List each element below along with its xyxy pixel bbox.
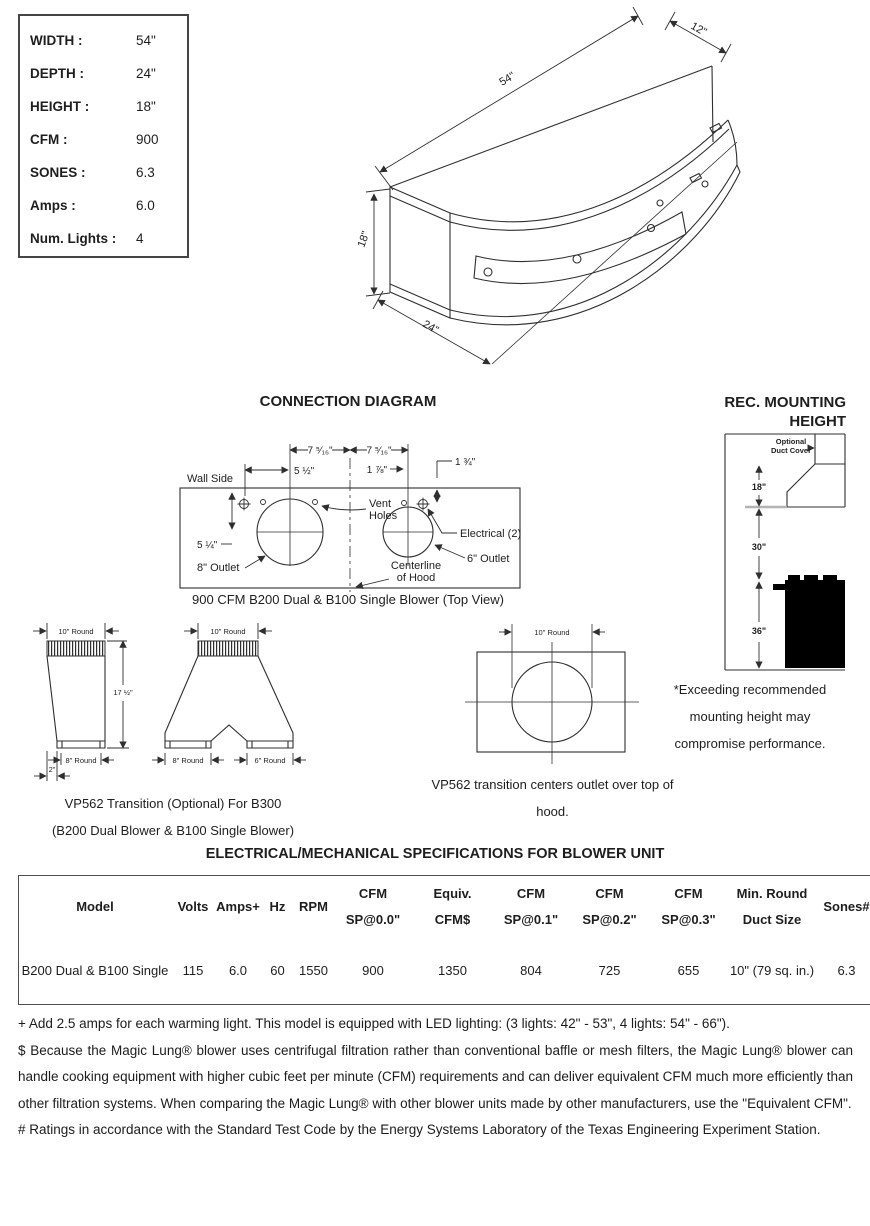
cell-rpm: 1550 [299,963,328,978]
cell-model: B200 Dual & B100 Single [21,963,169,978]
dual-dim-6-round: 6" Round [254,756,286,765]
col-cfm-sp00: CFM SP@0.0" [345,886,401,927]
spec-label: HEIGHT : [30,99,90,114]
range-silhouette [773,575,845,668]
cell-hz: 60 [270,963,285,978]
spec-value: 18" [136,99,156,114]
vp562-topview-drawing [455,618,695,768]
blower-spec-table [18,875,870,1005]
spec-value: 6.3 [136,165,155,180]
mounting-height-title [650,393,846,431]
outlet-8-label: 8" Outlet [197,562,240,574]
cell-sones: 6.3 [837,963,856,978]
single-dim-10-round: 10" Round [58,627,94,636]
spec-row-sones [30,156,187,189]
dual-dim-8-round: 8" Round [172,756,204,765]
vp562-caption-line1: VP562 Transition (Optional) For B300 [64,796,282,811]
mounting-height-title-line1: REC. MOUNTING [724,394,846,411]
cell-amps: 6.0 [228,963,248,978]
mounting-note-line1: *Exceeding recommended [673,682,827,697]
spec-label: SONES : [30,165,86,180]
outlet-6-label: 6" Outlet [467,553,510,565]
spec-label: CFM : [30,132,68,147]
iso-dimension-lines [366,7,731,364]
connection-diagram-title: CONNECTION DIAGRAM [259,393,437,410]
single-dim-height: 17 ½" [113,688,133,697]
duct-cover-label-2: Duct Cover [770,446,812,455]
topview-dim-10-round: 10" Round [534,628,570,637]
connection-diagram [175,418,535,596]
spec-label: Num. Lights : [30,231,117,246]
col-cfm-sp01: CFM SP@0.1" [503,886,559,927]
connection-dimension-lines [221,450,452,544]
dim-7-5-16-left: 7 ⁵⁄₁₆" [307,445,333,457]
mounting-note-line2: mounting height may [689,709,811,724]
topview-caption-line2: hood. [536,804,569,819]
vent-holes-label-2: Holes [369,510,398,522]
col-duct-size: Min. Round Duct Size [736,886,808,927]
single-transition-body [47,656,105,748]
cell-cfm-sp03: 655 [677,963,700,978]
iso-dim-depth-label: 24" [420,318,441,337]
single-dim-2in: 2" [48,765,56,774]
table-title: ELECTRICAL/MECHANICAL SPECIFICATIONS FOR BLOWER UNIT [205,846,665,862]
col-volts: Volts [177,899,209,914]
centerline-label-1: Centerline [390,560,442,572]
mounting-height-title-line2: HEIGHT [789,413,846,430]
dim-7-5-16-right: 7 ⁵⁄₁₆" [366,445,392,457]
connection-diagram-caption: 900 CFM B200 Dual & B100 Single Blower (Top View) [192,592,504,607]
cell-duct-size: 10" (79 sq. in.) [729,963,815,978]
cell-cfm-sp00: 900 [362,963,384,978]
col-model: Model [76,899,114,914]
cell-equiv-cfm: 1350 [438,963,467,978]
spec-value: 24" [136,66,156,81]
spec-value: 900 [136,132,159,147]
dual-collar-hatch [198,641,258,656]
vent-holes-label-1: Vent [369,498,392,510]
electrical-label: Electrical (2) [460,528,522,540]
wall-side-label: Wall Side [187,473,234,485]
spec-row-height [30,90,187,123]
cell-cfm-sp01: 804 [520,963,542,978]
col-cfm-sp02: CFM SP@0.2" [582,886,637,927]
dim-5-half: 5 ½" [294,466,315,477]
iso-dim-top-label: 12" [688,20,709,39]
cell-cfm-sp02: 725 [598,963,621,978]
spec-row-lights [30,222,187,255]
blower-outlets [257,444,433,566]
cell-volts: 115 [182,963,204,978]
mounting-dim-36: 36" [751,626,767,636]
spec-row-cfm [30,123,187,156]
dual-transition-body [165,656,293,748]
col-sones: Sones# [823,899,870,914]
footnote-equivalent-cfm: $ Because the Magic Lung® blower uses centrifugal filtration rather than conventional baffle or mesh filters, the Magic Lung® blower can handle cooking equipment with higher cubic feet per minute (CFM) requirements and can deliver equivalent CFM much more efficiently than other filtration systems. When comparing the Magic Lung® with other blower units made by other manufacturers, use the "Equivalent CFM". [18,1042,853,1111]
col-amps: Amps+ [216,899,260,914]
projection-line [492,142,737,364]
vp562-caption-line2: (B200 Dual Blower & B100 Single Blower) [51,823,295,838]
hood-body-lines [390,66,740,325]
single-dim-8-round: 8" Round [65,756,97,765]
spec-row-width [30,24,187,57]
dim-1-7-8: 1 ⅞" [366,465,387,476]
spec-label: WIDTH : [30,33,83,48]
centerline-label-2: of Hood [396,572,436,584]
center-crosshair [465,642,639,764]
isometric-hood-drawing [355,0,870,380]
spec-row-amps [30,189,187,222]
spec-label: DEPTH : [30,66,84,81]
dim-1-3-4: 1 ¾" [455,457,476,468]
spec-value: 54" [136,33,156,48]
iso-dim-height-label: 18" [355,229,373,250]
col-hz: Hz [269,899,286,914]
col-rpm: RPM [299,899,328,914]
dual-dim-10-round: 10" Round [210,627,246,636]
mounting-note-line3: compromise performance. [674,736,826,751]
spec-value: 4 [136,231,144,246]
single-collar-hatch [47,641,105,656]
vp562-transition-drawings [15,613,335,798]
mounting-height-diagram [715,430,850,674]
col-cfm-sp03: CFM SP@0.3" [661,886,716,927]
spec-summary-box [18,14,189,258]
footnote-amps: + Add 2.5 amps for each warming light. This model is equipped with LED lighting: (3 lights: 42" - 53", 4 lights: 54" - 66"). [18,1016,730,1031]
spec-label: Amps : [30,198,76,213]
topview-caption [425,771,680,825]
spec-row-depth [30,57,187,90]
topview-caption-line1: VP562 transition centers outlet over top of [431,777,674,792]
footnote-ratings: # Ratings in accordance with the Standard Test Code by the Energy Systems Laboratory of the Texas Engineering Experiment Station. [18,1122,821,1137]
spec-value: 6.0 [136,198,155,213]
table-row [19,938,870,1004]
iso-dim-width-label: 54" [497,69,518,89]
mounting-dim-30: 30" [751,542,767,552]
vp562-caption [18,790,328,844]
dim-5-1-4: 5 ¼" [197,540,218,551]
footnotes [18,1011,853,1144]
mounting-dim-18: 18" [751,482,767,492]
table-header-row [19,876,870,938]
col-equiv-cfm: Equiv. CFM$ [433,886,472,927]
duct-cover-label-1: Optional [775,437,807,446]
